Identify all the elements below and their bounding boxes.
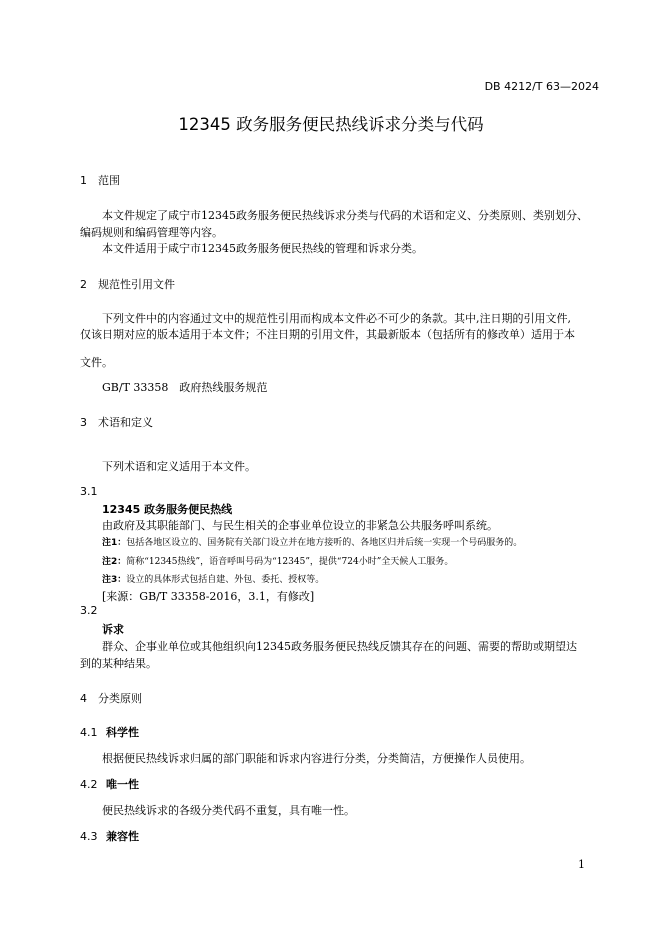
paragraph: 便民热线诉求的各级分类代码不重复，具有唯一性。	[102, 804, 355, 817]
subsection-4-2-heading	[80, 776, 139, 792]
paragraph: 本文件规定了咸宁市12345政务服务便民热线诉求分类与代码的术语和定义、分类原则、类别划分、	[102, 209, 588, 222]
note-label: 注2：	[102, 557, 127, 567]
document-title: 12345 政务服务便民热线诉求分类与代码	[178, 115, 484, 134]
section-title: 分类原则	[98, 692, 142, 705]
note-1	[102, 535, 522, 548]
section-number: 4	[80, 692, 87, 705]
page-number: 1	[578, 858, 585, 871]
document-id: DB 4212/T 63—2024	[484, 80, 599, 93]
section-number: 3	[80, 416, 87, 429]
term-number: 3.2	[80, 604, 98, 617]
paragraph: 编码规则和编码管理等内容。	[80, 226, 223, 239]
paragraph: 下列术语和定义适用于本文件。	[102, 460, 256, 473]
paragraph: 文件。	[80, 356, 113, 369]
note-text: 简称“12345热线”，语音呼叫号码为“12345”，提供“724小时”全天候人工服务。	[126, 557, 454, 567]
paragraph: 下列文件中的内容通过文中的规范性引用而构成本文件必不可少的条款。其中,注日期的引用文件,	[102, 312, 571, 325]
normative-reference: GB/T 33358 政府热线服务规范	[102, 381, 268, 394]
note-text: 包括各地区设立的、国务院有关部门设立并在地方接听的、各地区归并后统一实现一个号码服务的。	[126, 538, 523, 548]
term-definition: 由政府及其职能部门、与民生相关的企事业单位设立的非紧急公共服务呼叫系统。	[102, 519, 498, 532]
paragraph: 仅该日期对应的版本适用于本文件；不注日期的引用文件，其最新版本（包括所有的修改单）适用于本	[80, 328, 575, 341]
note-2	[102, 554, 453, 567]
section-1-heading	[80, 172, 120, 188]
term-number: 3.1	[80, 485, 98, 498]
section-title: 范围	[98, 174, 120, 187]
term-name: 诉求	[102, 623, 124, 636]
term-name: 12345 政务服务便民热线	[102, 503, 233, 516]
term-definition: 到的某种结果。	[80, 657, 157, 670]
subsection-4-1-heading	[80, 724, 139, 740]
subsection-title: 唯一性	[106, 778, 139, 791]
subsection-number: 4.3	[80, 830, 98, 843]
subsection-4-3-heading	[80, 828, 139, 844]
note-label: 注3：	[102, 575, 127, 585]
section-number: 1	[80, 174, 87, 187]
term-source: [来源：GB/T 33358-2016，3.1，有修改]	[102, 590, 315, 603]
section-2-heading	[80, 276, 175, 292]
subsection-number: 4.1	[80, 726, 98, 739]
note-text: 设立的具体形式包括自建、外包、委托、授权等。	[126, 575, 325, 585]
paragraph: 本文件适用于咸宁市12345政务服务便民热线的管理和诉求分类。	[102, 242, 423, 255]
paragraph: 根据便民热线诉求归属的部门职能和诉求内容进行分类，分类简洁，方便操作人员使用。	[102, 752, 531, 765]
note-3	[102, 572, 324, 585]
subsection-title: 科学性	[106, 726, 139, 739]
section-4-heading	[80, 690, 142, 706]
section-number: 2	[80, 278, 87, 291]
term-definition: 群众、企事业单位或其他组织向12345政务服务便民热线反馈其存在的问题、需要的帮助或期望达	[102, 640, 577, 653]
note-label: 注1：	[102, 538, 127, 548]
subsection-title: 兼容性	[106, 830, 139, 843]
section-title: 术语和定义	[98, 416, 153, 429]
subsection-number: 4.2	[80, 778, 98, 791]
section-3-heading	[80, 414, 153, 430]
section-title: 规范性引用文件	[98, 278, 175, 291]
